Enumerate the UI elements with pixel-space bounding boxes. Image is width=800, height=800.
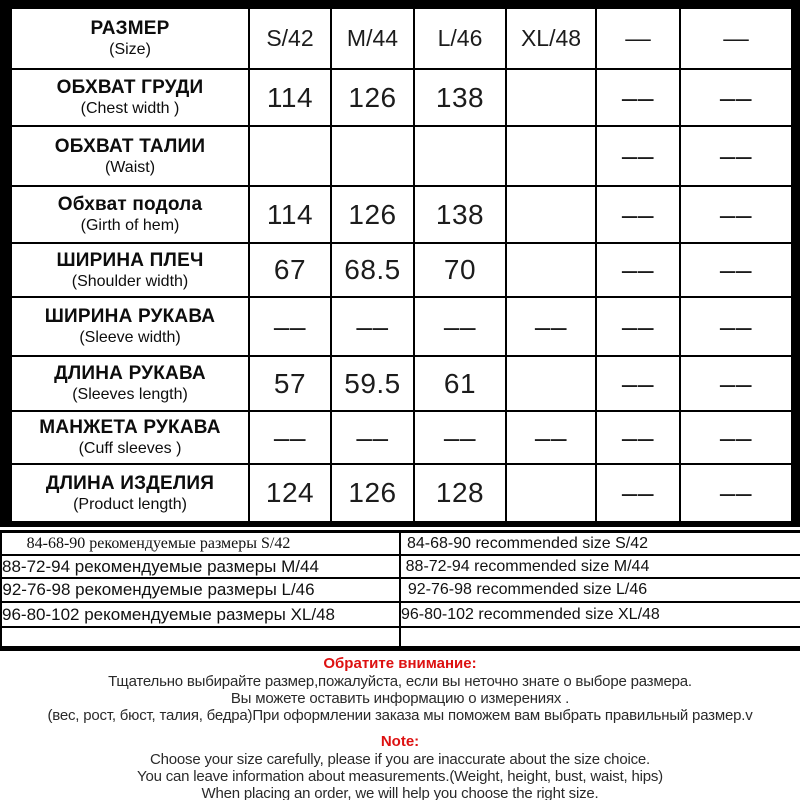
size-cell [506, 243, 596, 297]
size-cell: –– [680, 356, 792, 411]
row-label-en: (Sleeve width) [79, 329, 181, 346]
row-label [11, 356, 249, 411]
row-label-en: (Product length) [73, 495, 187, 513]
row-label-en: (Size) [109, 41, 151, 58]
table-row-sleeve-length [11, 356, 792, 411]
recommend-row-empty [2, 627, 800, 646]
table-row-hem [11, 186, 792, 243]
table-row-size [11, 8, 792, 69]
row-label-ru: ОБХВАТ ТАЛИИ [54, 135, 206, 157]
recommend-row [2, 555, 800, 578]
recommend-en: 92-76-98 recommended size L/46 [400, 578, 800, 602]
size-cell: 114 [249, 186, 331, 243]
note-line: Choose your size carefully, please if you are inaccurate about the size choice. [149, 751, 651, 768]
size-cell: –– [680, 186, 792, 243]
recommend-en-empty [400, 627, 800, 646]
size-cell [331, 126, 414, 186]
row-label-en: (Waist) [104, 158, 156, 176]
note-ru-heading: Обратите внимание: [323, 655, 477, 672]
size-cell: –– [596, 8, 680, 69]
size-cell: –– [680, 464, 792, 522]
recommend-row [2, 533, 800, 555]
size-table [10, 7, 793, 523]
note-line: You can leave information about measurements.(Weight, height, bust, waist, hips) [137, 768, 663, 785]
recommend-ru: 96-80-102 рекомендуемые размеры XL/48 [2, 602, 400, 627]
size-cell: M/44 [331, 8, 414, 69]
row-label-ru: ОБХВАТ ГРУДИ [56, 77, 204, 98]
note-line: Вы можете оставить информацию о измерениях . [230, 690, 570, 707]
note-en-heading: Note: [380, 733, 420, 750]
row-label-ru: ДЛИНА ИЗДЕЛИЯ [45, 472, 215, 494]
recommend-row [2, 578, 800, 602]
size-cell: –– [249, 411, 331, 464]
row-label [11, 186, 249, 243]
size-cell: –– [596, 297, 680, 356]
size-cell: 126 [331, 69, 414, 126]
size-cell [506, 186, 596, 243]
size-cell: 126 [331, 186, 414, 243]
size-cell [414, 126, 506, 186]
size-cell: 138 [414, 69, 506, 126]
size-cell: –– [249, 297, 331, 356]
size-cell: S/42 [249, 8, 331, 69]
size-cell [506, 126, 596, 186]
size-cell: –– [596, 356, 680, 411]
recommend-ru: 84-68-90 рекомендуемые размеры S/42 [2, 533, 400, 555]
row-label [11, 69, 249, 126]
row-label-en: (Cuff sleeves ) [78, 440, 182, 457]
size-cell: –– [680, 243, 792, 297]
size-cell: –– [680, 8, 792, 69]
size-cell [249, 126, 331, 186]
size-cell: L/46 [414, 8, 506, 69]
size-cell: 67 [249, 243, 331, 297]
size-cell [506, 464, 596, 522]
size-cell [506, 356, 596, 411]
size-cell: –– [680, 126, 792, 186]
table-row-shoulder [11, 243, 792, 297]
recommend-ru: 88-72-94 рекомендуемые размеры M/44 [2, 555, 400, 578]
row-label-ru: ШИРИНА ПЛЕЧ [56, 249, 204, 271]
size-cell: –– [596, 464, 680, 522]
size-cell: XL/48 [506, 8, 596, 69]
recommend-ru-empty [2, 627, 400, 646]
row-label [11, 297, 249, 356]
note-line: Тщательно выбирайте размер,пожалуйста, если вы неточно знате о выборе размера. [108, 673, 692, 690]
row-label-ru: Обхват подола [57, 194, 203, 215]
size-cell: 138 [414, 186, 506, 243]
note-ru-section [0, 655, 800, 724]
size-cell: 124 [249, 464, 331, 522]
row-label-ru: МАНЖЕТА РУКАВА [39, 417, 221, 438]
row-label [11, 243, 249, 297]
size-cell: –– [331, 411, 414, 464]
size-cell: –– [596, 69, 680, 126]
size-cell: 114 [249, 69, 331, 126]
recommend-en: 96-80-102 recommended size XL/48 [400, 602, 800, 627]
row-label-en: (Shoulder width) [71, 272, 189, 290]
size-cell: 126 [331, 464, 414, 522]
row-label [11, 8, 249, 69]
size-cell: –– [596, 126, 680, 186]
size-cell: 70 [414, 243, 506, 297]
size-cell: –– [680, 297, 792, 356]
size-cell: 57 [249, 356, 331, 411]
row-label [11, 464, 249, 522]
size-cell: –– [331, 297, 414, 356]
size-cell: 59.5 [331, 356, 414, 411]
row-label-en: (Sleeves length) [72, 386, 188, 403]
table-row-chest [11, 69, 792, 126]
recommend-row [2, 602, 800, 627]
recommend-en: 84-68-90 recommended size S/42 [400, 533, 800, 555]
size-cell: 61 [414, 356, 506, 411]
recommended-sizes-table [2, 533, 800, 646]
note-line: When placing an order, we will help you choose the right size. [201, 785, 599, 800]
recommend-ru: 92-76-98 рекомендуемые размеры L/46 [2, 578, 400, 602]
size-cell: –– [506, 297, 596, 356]
size-cell: –– [680, 69, 792, 126]
table-row-waist [11, 126, 792, 186]
row-label-ru: ДЛИНА РУКАВА [54, 363, 206, 384]
size-cell: –– [414, 411, 506, 464]
table-row-product-length [11, 464, 792, 522]
size-cell: 68.5 [331, 243, 414, 297]
note-en-section [0, 733, 800, 800]
note-line: (вес, рост, бюст, талия, бедра)При оформлении заказа мы поможем вам выбрать правильный размер.v [47, 707, 753, 724]
size-cell: 128 [414, 464, 506, 522]
size-cell: –– [596, 186, 680, 243]
row-label-ru: ШИРИНА РУКАВА [44, 306, 216, 327]
recommend-en: 88-72-94 recommended size M/44 [400, 555, 800, 578]
table-row-sleeve-width [11, 297, 792, 356]
size-cell: –– [680, 411, 792, 464]
size-cell: –– [596, 243, 680, 297]
row-label [11, 126, 249, 186]
row-label [11, 411, 249, 464]
row-label-en: (Girth of hem) [80, 217, 180, 234]
row-label-en: (Chest width ) [80, 100, 180, 117]
size-cell [506, 69, 596, 126]
size-cell: –– [596, 411, 680, 464]
row-label-ru: РАЗМЕР [90, 18, 170, 39]
recommended-sizes-border [0, 530, 800, 651]
table-row-cuff [11, 411, 792, 464]
size-cell: –– [414, 297, 506, 356]
size-cell: –– [506, 411, 596, 464]
